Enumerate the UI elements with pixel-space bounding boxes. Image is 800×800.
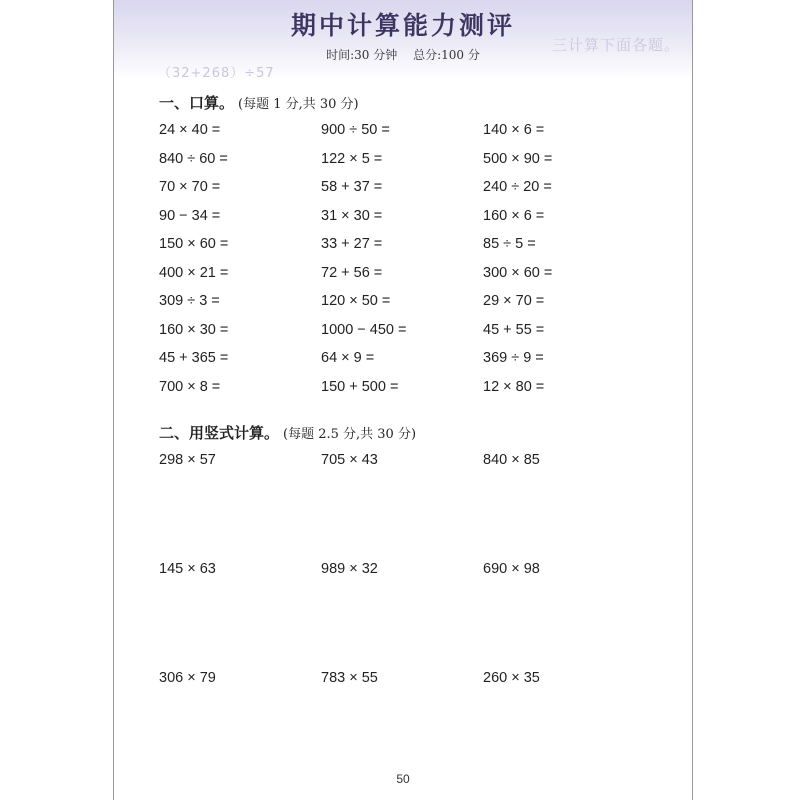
problem-item: 140 × 6 = bbox=[483, 122, 545, 138]
problem-item: 989 × 32 bbox=[321, 561, 378, 577]
problem-item: 298 × 57 bbox=[159, 452, 216, 468]
problem-item: 45 + 365 = bbox=[159, 350, 229, 366]
problem-item: 840 × 85 bbox=[483, 452, 540, 468]
section-1-note: (每题 1 分,共 30 分) bbox=[238, 97, 359, 112]
problem-item: 31 × 30 = bbox=[321, 207, 383, 224]
page-number: 50 bbox=[396, 772, 410, 786]
problem-item: 120 × 50 = bbox=[321, 293, 391, 309]
problem-item: 150 + 500 = bbox=[321, 378, 399, 395]
problem-item: 500 × 90 = bbox=[483, 150, 553, 167]
problem-item: 900 ÷ 50 = bbox=[321, 122, 390, 138]
problem-item: 160 × 30 = bbox=[159, 321, 229, 338]
problem-item: 12 × 80 = bbox=[483, 378, 545, 395]
problem-item: 160 × 6 = bbox=[483, 207, 545, 224]
problem-item: 85 ÷ 5 = bbox=[483, 236, 536, 252]
problem-item: 840 ÷ 60 = bbox=[159, 150, 228, 167]
worksheet-page bbox=[113, 0, 693, 800]
section-1-heading bbox=[159, 92, 359, 113]
problem-item: 300 × 60 = bbox=[483, 264, 553, 281]
problem-item: 70 × 70 = bbox=[159, 179, 221, 195]
section-2-title: 二、用竖式计算。 bbox=[159, 424, 280, 442]
problem-item: 150 × 60 = bbox=[159, 236, 229, 252]
problem-item: 1000 − 450 = bbox=[321, 321, 407, 338]
problem-item: 145 × 63 bbox=[159, 561, 216, 577]
problem-item: 700 × 8 = bbox=[159, 378, 221, 395]
problem-item: 783 × 55 bbox=[321, 670, 378, 686]
vertical-calculation-grid bbox=[159, 448, 645, 775]
problem-item: 306 × 79 bbox=[159, 670, 216, 686]
problem-item: 24 × 40 = bbox=[159, 122, 221, 138]
problem-item: 122 × 5 = bbox=[321, 150, 383, 167]
section-1-title: 一、口算。 bbox=[159, 94, 235, 112]
problem-item: 705 × 43 bbox=[321, 452, 378, 468]
problem-item: 90 − 34 = bbox=[159, 207, 221, 224]
section-2-note: (每题 2.5 分,共 30 分) bbox=[283, 427, 417, 442]
score-label: 总分:100 分 bbox=[413, 48, 480, 62]
problem-item: 72 + 56 = bbox=[321, 264, 383, 281]
exam-info bbox=[114, 46, 692, 63]
header-band bbox=[114, 0, 692, 80]
problem-item: 690 × 98 bbox=[483, 561, 540, 577]
problem-item: 29 × 70 = bbox=[483, 293, 545, 309]
background-ghost-text: 三计算下面各题。 bbox=[551, 36, 680, 54]
problem-item: 369 ÷ 9 = bbox=[483, 350, 544, 366]
problem-item: 240 ÷ 20 = bbox=[483, 179, 552, 195]
problem-item: 33 + 27 = bbox=[321, 236, 383, 252]
page-title: 期中计算能力测评 bbox=[290, 11, 515, 40]
section-2-heading bbox=[159, 422, 416, 443]
problem-item: 64 × 9 = bbox=[321, 350, 375, 366]
problem-item: 309 ÷ 3 = bbox=[159, 293, 220, 309]
oral-calculation-grid bbox=[159, 118, 645, 403]
background-ghost-text: （32+268）÷57 bbox=[158, 66, 275, 81]
problem-item: 260 × 35 bbox=[483, 670, 540, 686]
problem-item: 400 × 21 = bbox=[159, 264, 229, 281]
problem-item: 45 + 55 = bbox=[483, 321, 545, 338]
problem-item: 58 + 37 = bbox=[321, 179, 383, 195]
time-label: 时间:30 分钟 bbox=[326, 48, 398, 62]
